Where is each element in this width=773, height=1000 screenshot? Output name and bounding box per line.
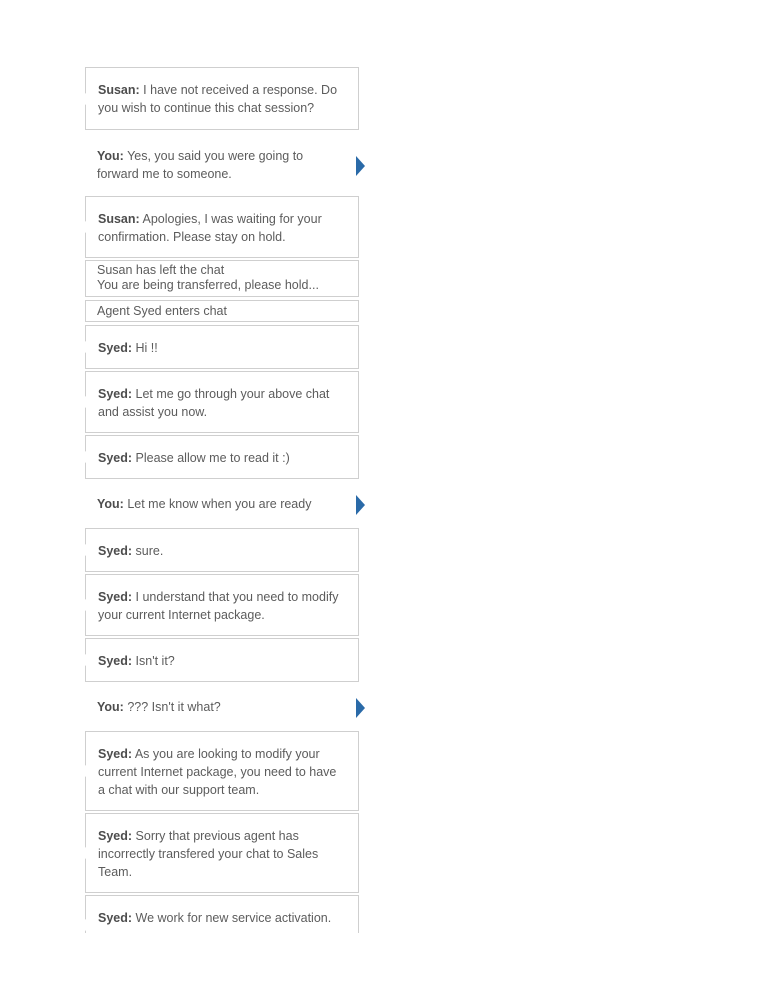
system-notice-line: Susan has left the chat <box>97 263 225 277</box>
agent-message <box>85 731 359 811</box>
message-text: sure. <box>135 544 164 558</box>
message-text: Let me go through your above chat and assist you now. <box>98 387 330 419</box>
agent-message <box>85 574 359 636</box>
agent-message <box>85 813 359 893</box>
message-text: I understand that you need to modify your current Internet package. <box>98 590 339 622</box>
sender-name: Syed: <box>98 911 133 925</box>
bubble-tail <box>85 450 91 464</box>
sender-name: You: <box>97 700 124 714</box>
bubble-tail <box>85 220 91 234</box>
system-notice <box>85 300 359 322</box>
message-text: Isn't it? <box>135 654 175 668</box>
bubble-tail <box>85 91 91 105</box>
bubble-tail <box>85 764 91 778</box>
bubble-tail <box>85 543 91 557</box>
sender-name: Syed: <box>98 590 133 604</box>
sender-name: Susan: <box>98 212 140 226</box>
agent-message <box>85 67 359 130</box>
agent-message <box>85 895 359 933</box>
message-text: We work for new service activation. <box>135 911 332 925</box>
user-message-arrow-icon <box>356 698 365 718</box>
sender-name: Syed: <box>98 341 133 355</box>
system-notice <box>85 260 359 297</box>
message-text: Let me know when you are ready <box>127 497 312 511</box>
bubble-tail <box>85 340 91 354</box>
bubble-tail <box>85 598 91 612</box>
user-message <box>85 146 359 186</box>
agent-message <box>85 196 359 258</box>
bubble-tail <box>85 846 91 860</box>
agent-message <box>85 371 359 433</box>
message-text: Please allow me to read it :) <box>135 451 290 465</box>
sender-name: Syed: <box>98 654 133 668</box>
agent-message <box>85 325 359 369</box>
chat-transcript[interactable] <box>85 67 375 933</box>
user-message-arrow-icon <box>356 156 365 176</box>
sender-name: You: <box>97 497 124 511</box>
sender-name: Syed: <box>98 544 133 558</box>
bubble-tail <box>85 918 91 932</box>
message-text: Sorry that previous agent has incorrectly transfered your chat to Sales Team. <box>98 829 319 879</box>
system-notice-line: You are being transferred, please hold... <box>97 278 319 292</box>
agent-message <box>85 638 359 682</box>
sender-name: Syed: <box>98 387 133 401</box>
agent-message <box>85 528 359 572</box>
sender-name: Syed: <box>98 747 133 761</box>
sender-name: Susan: <box>98 83 140 97</box>
message-text: Hi !! <box>135 341 158 355</box>
message-text: I have not received a response. Do you wish to continue this chat session? <box>98 83 338 115</box>
user-message <box>85 495 359 515</box>
message-text: As you are looking to modify your current Internet package, you need to have a chat with our support team. <box>98 747 337 797</box>
sender-name: You: <box>97 149 124 163</box>
bubble-tail <box>85 395 91 409</box>
agent-message <box>85 435 359 479</box>
message-text: ??? Isn't it what? <box>127 700 221 714</box>
user-message-arrow-icon <box>356 495 365 515</box>
sender-name: Syed: <box>98 451 133 465</box>
message-text: Yes, you said you were going to forward me to someone. <box>97 149 304 181</box>
bubble-tail <box>85 653 91 667</box>
sender-name: Syed: <box>98 829 133 843</box>
system-notice-line: Agent Syed enters chat <box>97 304 227 318</box>
user-message <box>85 698 359 718</box>
message-text: Apologies, I was waiting for your confirmation. Please stay on hold. <box>98 212 322 244</box>
